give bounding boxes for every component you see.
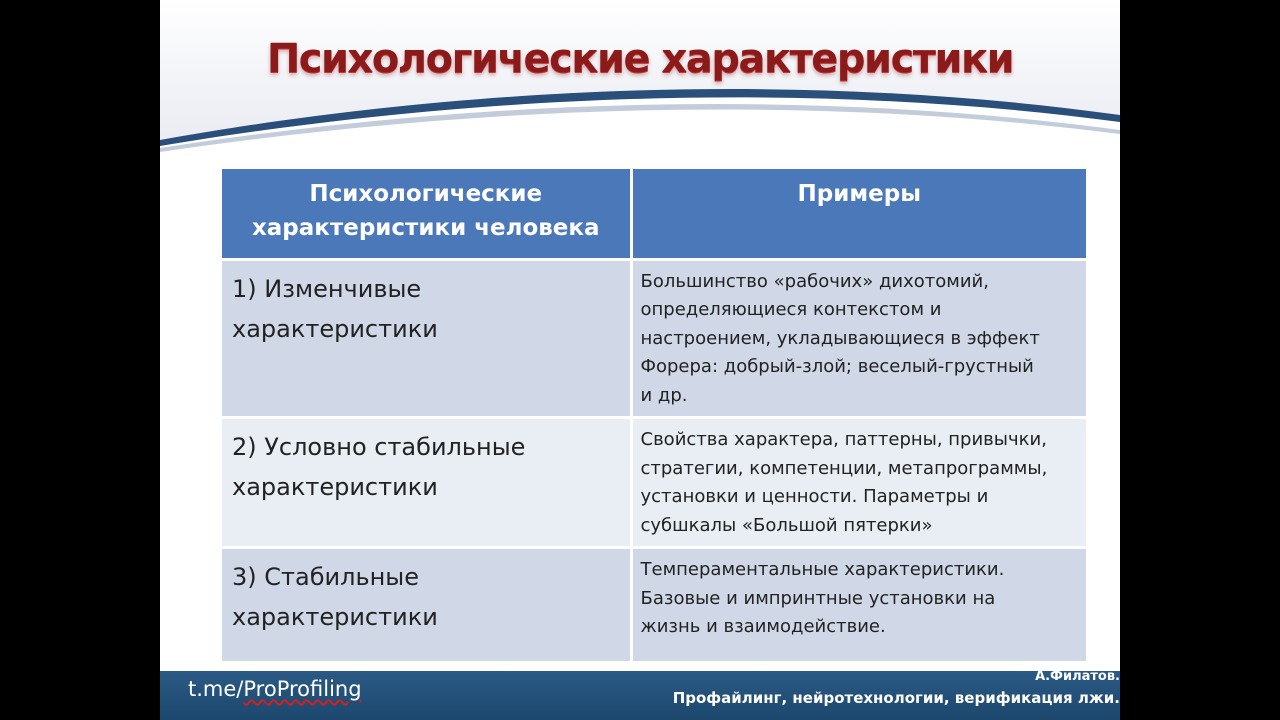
characteristic-line: 3) Стабильные xyxy=(232,563,419,591)
telegram-link[interactable] xyxy=(188,677,362,701)
example-line: Большинство «рабочих» дихотомий, xyxy=(640,270,989,292)
slide-title: Психологические характеристики xyxy=(266,36,1014,82)
characteristic-line: 1) Изменчивые xyxy=(232,274,422,303)
characteristics-table xyxy=(222,169,1086,664)
telegram-link-handle: ProProfiling xyxy=(243,677,362,701)
example-line: Базовые и импринтные установки на xyxy=(640,587,996,609)
example-line: Форера: добрый-злой; веселый-грустный xyxy=(640,356,1034,377)
telegram-link-prefix: t.me/ xyxy=(188,677,244,701)
header-examples-label: Примеры xyxy=(797,181,921,207)
example-line: стратегии, компетенции, метапрограммы, xyxy=(640,457,1048,479)
example-cell xyxy=(631,548,1086,663)
characteristic-line: характеристики xyxy=(232,603,438,631)
example-line: и др. xyxy=(640,384,688,406)
author-description: Профайлинг, нейротехнологии, верификация лжи. xyxy=(672,689,1120,707)
slide xyxy=(160,0,1120,720)
characteristic-line: характеристики xyxy=(232,314,438,343)
example-cell xyxy=(631,418,1086,548)
header-characteristics-line: характеристики человека xyxy=(251,215,600,241)
characteristic-line: 2) Условно стабильные xyxy=(232,433,526,461)
characteristic-cell xyxy=(222,548,631,663)
example-line: жизнь и взаимодействие. xyxy=(640,616,886,637)
example-line: определяющиеся контекстом и xyxy=(640,299,942,320)
example-line: настроением, укладывающиеся в эффект xyxy=(640,327,1040,349)
table-row xyxy=(222,259,1086,418)
example-line: установки и ценности. Параметры и xyxy=(640,486,989,507)
table-header-row xyxy=(222,169,1086,259)
table-row xyxy=(222,548,1086,663)
example-cell xyxy=(631,259,1086,418)
header-examples xyxy=(631,169,1086,259)
example-line: Свойства характера, паттерны, привычки, xyxy=(640,429,1047,450)
characteristic-line: характеристики xyxy=(232,473,438,501)
table-row xyxy=(222,418,1086,548)
slide-footer xyxy=(160,671,1120,720)
characteristic-cell xyxy=(222,418,631,548)
example-line: субшкалы «Большой пятерки» xyxy=(640,514,933,536)
example-line: Темпераментальные характеристики. xyxy=(640,559,1005,580)
header-characteristics xyxy=(222,169,631,259)
header-characteristics-line: Психологические xyxy=(309,181,543,207)
author-name: А.Филатов. xyxy=(1035,669,1120,684)
characteristic-cell xyxy=(222,259,631,418)
